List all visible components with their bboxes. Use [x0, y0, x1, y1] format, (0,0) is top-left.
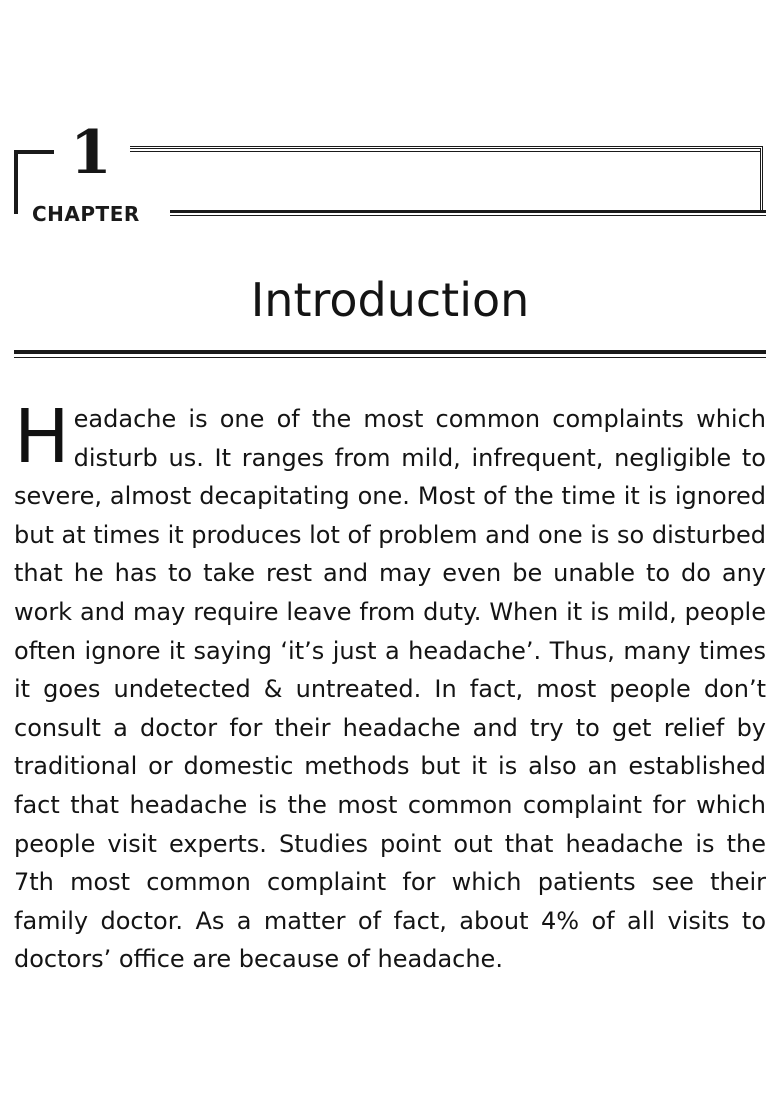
drop-cap: H — [14, 394, 70, 480]
body-paragraph-text: eadache is one of the most common complaints which disturb us. It ranges from mild, infrequent, negligible to severe, almost decapitating one. Most of the time it is ignored but at times it produces lot of problem and one is so disturbed that he has to take rest and may even be unable to do any work and may require leave from duty. When it is mild, people often ignore it saying ‘it’s just a headache’. Thus, many times it goes undetected & untreated. In fact, most people don’t consult a doctor for their headache and try to get relief by traditional or domestic methods but it is also an established fact that headache is the most common complaint for which people visit experts. Studies point out that headache is the 7th most common complaint for which patients see their family doctor. As a matter of fact, about 4% of all visits to doctors’ office are because of headache. — [14, 405, 766, 974]
body-paragraph — [14, 394, 766, 979]
chapter-header-frame — [130, 146, 763, 213]
chapter-header — [0, 0, 780, 240]
chapter-label: CHAPTER — [32, 202, 140, 226]
title-divider — [14, 350, 766, 354]
chapter-header-rule — [170, 210, 766, 213]
chapter-bracket-left — [14, 150, 18, 214]
chapter-title: Introduction — [250, 273, 530, 327]
chapter-number: 1 — [70, 118, 112, 188]
chapter-bracket-top — [14, 150, 54, 154]
